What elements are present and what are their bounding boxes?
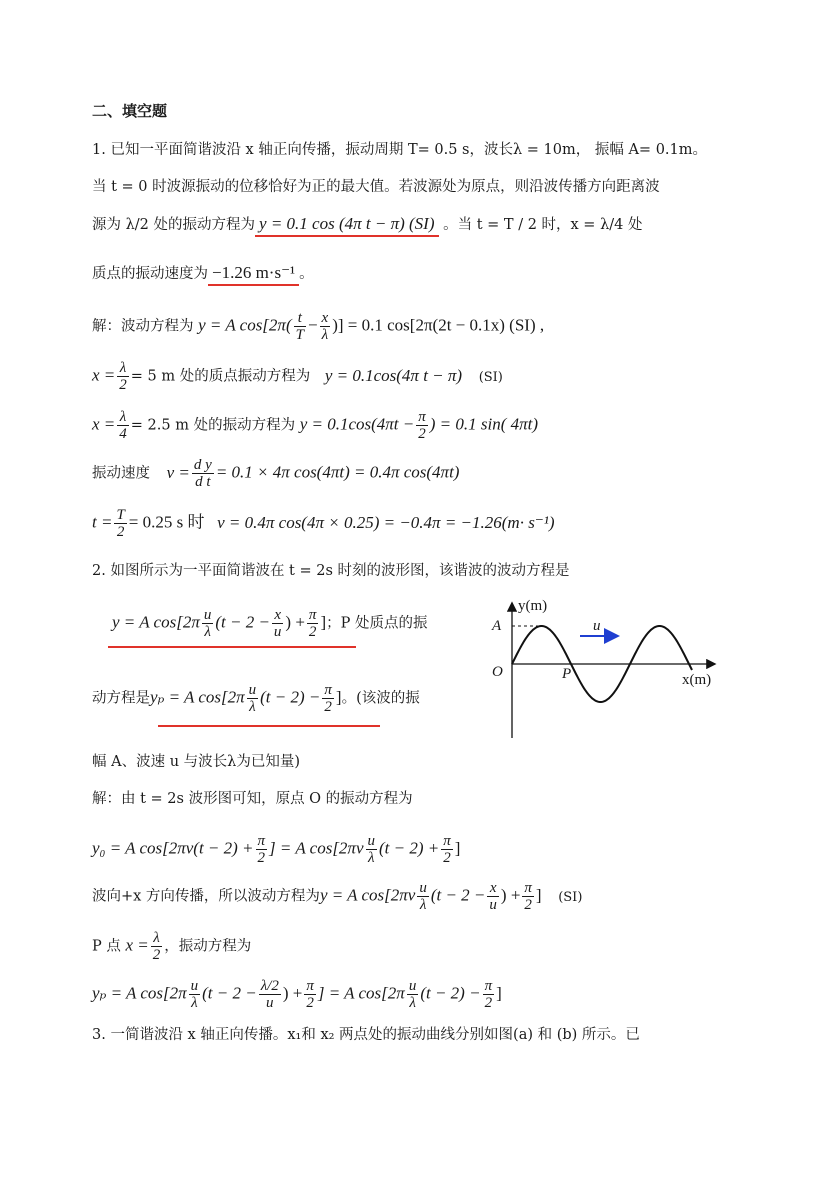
p1-solution-line4 xyxy=(92,457,459,490)
p2-s2-a: y₀ = A cos[2πν(t − 2) + xyxy=(92,838,254,858)
p3-line1: 3. 一简谐波沿 x 轴正向传播。x₁和 x₂ 两点处的振动曲线分别如图(a) 和 (b) 所示。已 xyxy=(92,1027,640,1043)
p1-sol2-mid: = 5 m 处的质点振动方程为 xyxy=(130,368,311,385)
section-heading: 二、填空题 xyxy=(92,102,168,120)
fraction xyxy=(407,978,419,1011)
p2-s3-pre: 波向+x 方向传播，所以波动方程为 xyxy=(92,888,320,905)
p2-ans1-d: ] xyxy=(320,612,327,632)
p1-answer2: −1.26 m·s⁻¹ xyxy=(208,263,299,286)
p2-solution-line1: 解：由 t = 2s 波形图可知，原点 O 的振动方程为 xyxy=(92,791,413,807)
p1-line4-post: 。 xyxy=(299,266,314,282)
p1-sol3-pre: x = xyxy=(92,414,116,434)
p1-sol5-eq: v = 0.4π cos(4π × 0.25) = −0.4π = −1.26(m· s⁻¹) xyxy=(217,512,555,532)
fraction-numerator: π xyxy=(257,833,266,849)
p1-sol2-eq: y = 0.1cos(4π t − π) xyxy=(324,365,463,385)
fraction xyxy=(189,978,201,1011)
p2-s2-d: ] xyxy=(454,838,461,858)
fraction-numerator: u xyxy=(419,880,427,896)
point-p-label: P xyxy=(562,666,572,682)
p2-answer1-line xyxy=(112,607,427,640)
origin-label: O xyxy=(492,664,503,680)
p1-sol5-pre: t = xyxy=(92,512,113,532)
fraction xyxy=(441,833,453,866)
p1-sol3-eq-b: ) = 0.1 sin( 4πt) xyxy=(429,414,539,434)
fraction xyxy=(304,978,316,1011)
p1-sol2-si: (SI) xyxy=(478,369,503,385)
fraction-numerator: u xyxy=(203,607,212,623)
fraction xyxy=(272,607,284,640)
p1-line1: 1. 已知一平面简谐波沿 x 轴正向传播，振动周期 T= 0.5 s，波长λ = 10m， 振幅 A= 0.1m。 xyxy=(92,142,708,158)
fraction xyxy=(483,978,495,1011)
fraction xyxy=(151,930,163,963)
fraction xyxy=(247,682,259,715)
fraction-numerator: u xyxy=(248,682,257,698)
fraction-numerator: x xyxy=(321,310,329,326)
p2-solution-line5 xyxy=(92,978,502,1011)
fraction-denominator: λ xyxy=(321,327,329,343)
p1-line2: 当 t = 0 时波源振动的位移恰好为正的最大值。若波源处为原点，则沿波传播方向距离波 xyxy=(92,179,660,195)
p2-ans2-c: ] xyxy=(335,687,342,707)
p2-line1: 2. 如图所示为一平面简谐波在 t = 2s 时刻的波形图，该谐波的波动方程是 xyxy=(92,563,570,579)
fraction-numerator: π xyxy=(306,978,314,994)
p2-ans1-b: (t − 2 − xyxy=(215,612,270,632)
fraction xyxy=(117,360,129,393)
p2-s3-c: ) + xyxy=(500,885,521,905)
p2-solution-line3 xyxy=(92,880,582,913)
wave-svg xyxy=(482,598,722,738)
fraction-numerator: λ/2 xyxy=(260,978,279,994)
fraction xyxy=(487,880,499,913)
fraction-numerator: x xyxy=(272,607,284,624)
p2-s5-f: ] xyxy=(496,983,502,1003)
fraction-denominator: 2 xyxy=(116,524,125,540)
p1-sol1-b: )] = 0.1 cos[2π(2t − 0.1x) (SI) , xyxy=(332,315,545,335)
p1-line3-post: 。当 t = T / 2 时，x = λ/4 处 xyxy=(443,217,643,233)
fraction xyxy=(416,409,428,442)
fraction-denominator: λ xyxy=(368,850,375,866)
fraction xyxy=(320,310,331,343)
fraction-denominator: 4 xyxy=(119,426,127,442)
fraction xyxy=(417,880,429,913)
speed-label: u xyxy=(593,618,601,634)
p2-s4-a: x = xyxy=(125,935,149,955)
p2-s3-d: ] xyxy=(535,885,542,905)
p2-ans1-a: y = A cos[2π xyxy=(112,612,200,632)
p2-s5-a: yₚ = A cos[2π xyxy=(92,983,187,1003)
p1-solution-line1: 解：波动方程为 y = A cos[2π( $\frac{t}{T}$ − $\frac{x}{\lambda}$ )] = 0.1 cos[2π(2t − 0.1x) (SI) , xyxy=(92,310,545,343)
fraction-numerator: d y xyxy=(193,457,212,473)
answer-underline xyxy=(158,725,380,727)
fraction-denominator: 2 xyxy=(524,897,532,913)
p2-line3-pre: 动方程是 xyxy=(92,690,150,707)
fraction-numerator: π xyxy=(443,833,451,849)
fraction-numerator: t xyxy=(294,310,306,327)
fraction xyxy=(192,457,214,490)
fraction-denominator: d t xyxy=(195,474,211,490)
fraction-numerator: π xyxy=(524,880,532,896)
fraction-numerator: x xyxy=(487,880,499,897)
fraction xyxy=(522,880,534,913)
p2-line2-post: ；P 处质点的振 xyxy=(326,615,428,632)
fraction-numerator: T xyxy=(116,507,125,523)
p1-sol-label: 解：波动方程为 xyxy=(92,318,194,335)
answer-underline xyxy=(108,646,356,648)
p1-solution-line5 xyxy=(92,507,555,540)
fraction-denominator: λ xyxy=(409,995,416,1011)
fraction-denominator: 2 xyxy=(443,850,451,866)
fraction xyxy=(202,607,214,640)
fraction-denominator: u xyxy=(273,624,282,640)
p2-s4-pre: P 点 xyxy=(92,938,121,955)
p2-s3-si: (SI) xyxy=(558,889,583,905)
p2-s2-c: (t − 2) + xyxy=(379,838,440,858)
fraction-numerator: π xyxy=(484,978,493,994)
p2-ans2-a: yₚ = A cos[2π xyxy=(150,687,245,707)
fraction-denominator: 2 xyxy=(119,377,127,393)
fraction-denominator: λ xyxy=(204,624,211,640)
fraction-denominator: 2 xyxy=(257,850,266,866)
p1-sol5-mid: = 0.25 s 时 xyxy=(128,512,205,532)
fraction-denominator: 2 xyxy=(484,995,493,1011)
p1-sol4-eq: = 0.1 × 4π cos(4πt) = 0.4π cos(4πt) xyxy=(215,462,460,482)
p2-s5-b: (t − 2 − xyxy=(202,983,257,1003)
p1-line3-pre: 源为 λ/2 处的振动方程为 xyxy=(92,217,256,233)
fraction-denominator: T xyxy=(295,327,304,343)
fraction-numerator: π xyxy=(418,409,426,425)
p1-line4-pre: 质点的振动速度为 xyxy=(92,266,208,282)
fraction-numerator: π xyxy=(324,682,332,698)
p2-s3-a: y = A cos[2πν xyxy=(319,885,416,905)
p2-solution-line4 xyxy=(92,930,251,963)
p2-s5-d: ] = A cos[2π xyxy=(317,983,405,1003)
p2-line4: 幅 A、波速 u 与波长λ为已知量) xyxy=(92,754,300,770)
fraction-denominator: 2 xyxy=(152,947,161,963)
wave-figure xyxy=(482,598,722,738)
fraction-denominator: u xyxy=(266,995,274,1011)
p2-s2-b: ] = A cos[2πν xyxy=(269,838,364,858)
p1-solution-line2 xyxy=(92,360,503,393)
p2-s4-post: ，振动方程为 xyxy=(164,938,252,955)
fraction xyxy=(307,607,319,640)
p1-sol1-a: y = A cos[2π( xyxy=(198,315,292,335)
y-axis-label: y(m) xyxy=(518,598,548,614)
p2-line3-post: 。(该波的振 xyxy=(341,690,420,707)
p2-s3-b: (t − 2 − xyxy=(430,885,486,905)
fraction xyxy=(294,310,306,343)
fraction xyxy=(322,682,334,715)
fraction-numerator: λ xyxy=(117,360,129,377)
p1-sol3-eq-a: y = 0.1cos(4πt − xyxy=(299,414,415,434)
fraction xyxy=(117,409,129,442)
fraction xyxy=(366,833,378,866)
fraction xyxy=(114,507,126,540)
p2-ans1-c: ) + xyxy=(285,612,305,632)
fraction-numerator: u xyxy=(408,978,417,994)
p2-solution-line2 xyxy=(92,833,460,866)
p1-sol4-pre: v = xyxy=(166,462,190,482)
p2-answer2-line xyxy=(92,682,420,715)
p1-line3 xyxy=(92,214,642,235)
fraction-numerator: u xyxy=(367,833,375,849)
p1-sol4-label: 振动速度 xyxy=(92,465,150,482)
fraction-denominator: λ xyxy=(419,897,427,913)
p1-sol3-mid: = 2.5 m 处的振动方程为 xyxy=(130,417,296,434)
fraction-numerator: π xyxy=(308,607,317,623)
p2-s5-e: (t − 2) − xyxy=(420,983,481,1003)
fraction-denominator: 2 xyxy=(308,624,317,640)
fraction-denominator: λ xyxy=(191,995,198,1011)
fraction-numerator: u xyxy=(190,978,199,994)
p1-answer1: y = 0.1 cos (4π t − π) (SI) xyxy=(255,214,438,237)
fraction-denominator: 2 xyxy=(306,995,314,1011)
fraction-denominator: 2 xyxy=(418,426,426,442)
p2-s5-c: ) + xyxy=(282,983,303,1003)
fraction-denominator: λ xyxy=(249,699,256,715)
fraction-denominator: u xyxy=(489,897,497,913)
fraction-denominator: 2 xyxy=(324,699,332,715)
x-axis-label: x(m) xyxy=(682,672,712,688)
p1-sol2-pre: x = xyxy=(92,365,116,385)
amplitude-label: A xyxy=(492,618,502,634)
p1-line4 xyxy=(92,263,314,284)
p1-solution-line3 xyxy=(92,409,538,442)
fraction xyxy=(256,833,268,866)
fraction-numerator: λ xyxy=(151,930,163,947)
fraction xyxy=(259,978,281,1011)
fraction-numerator: λ xyxy=(117,409,129,426)
p2-ans2-b: (t − 2) − xyxy=(260,687,321,707)
